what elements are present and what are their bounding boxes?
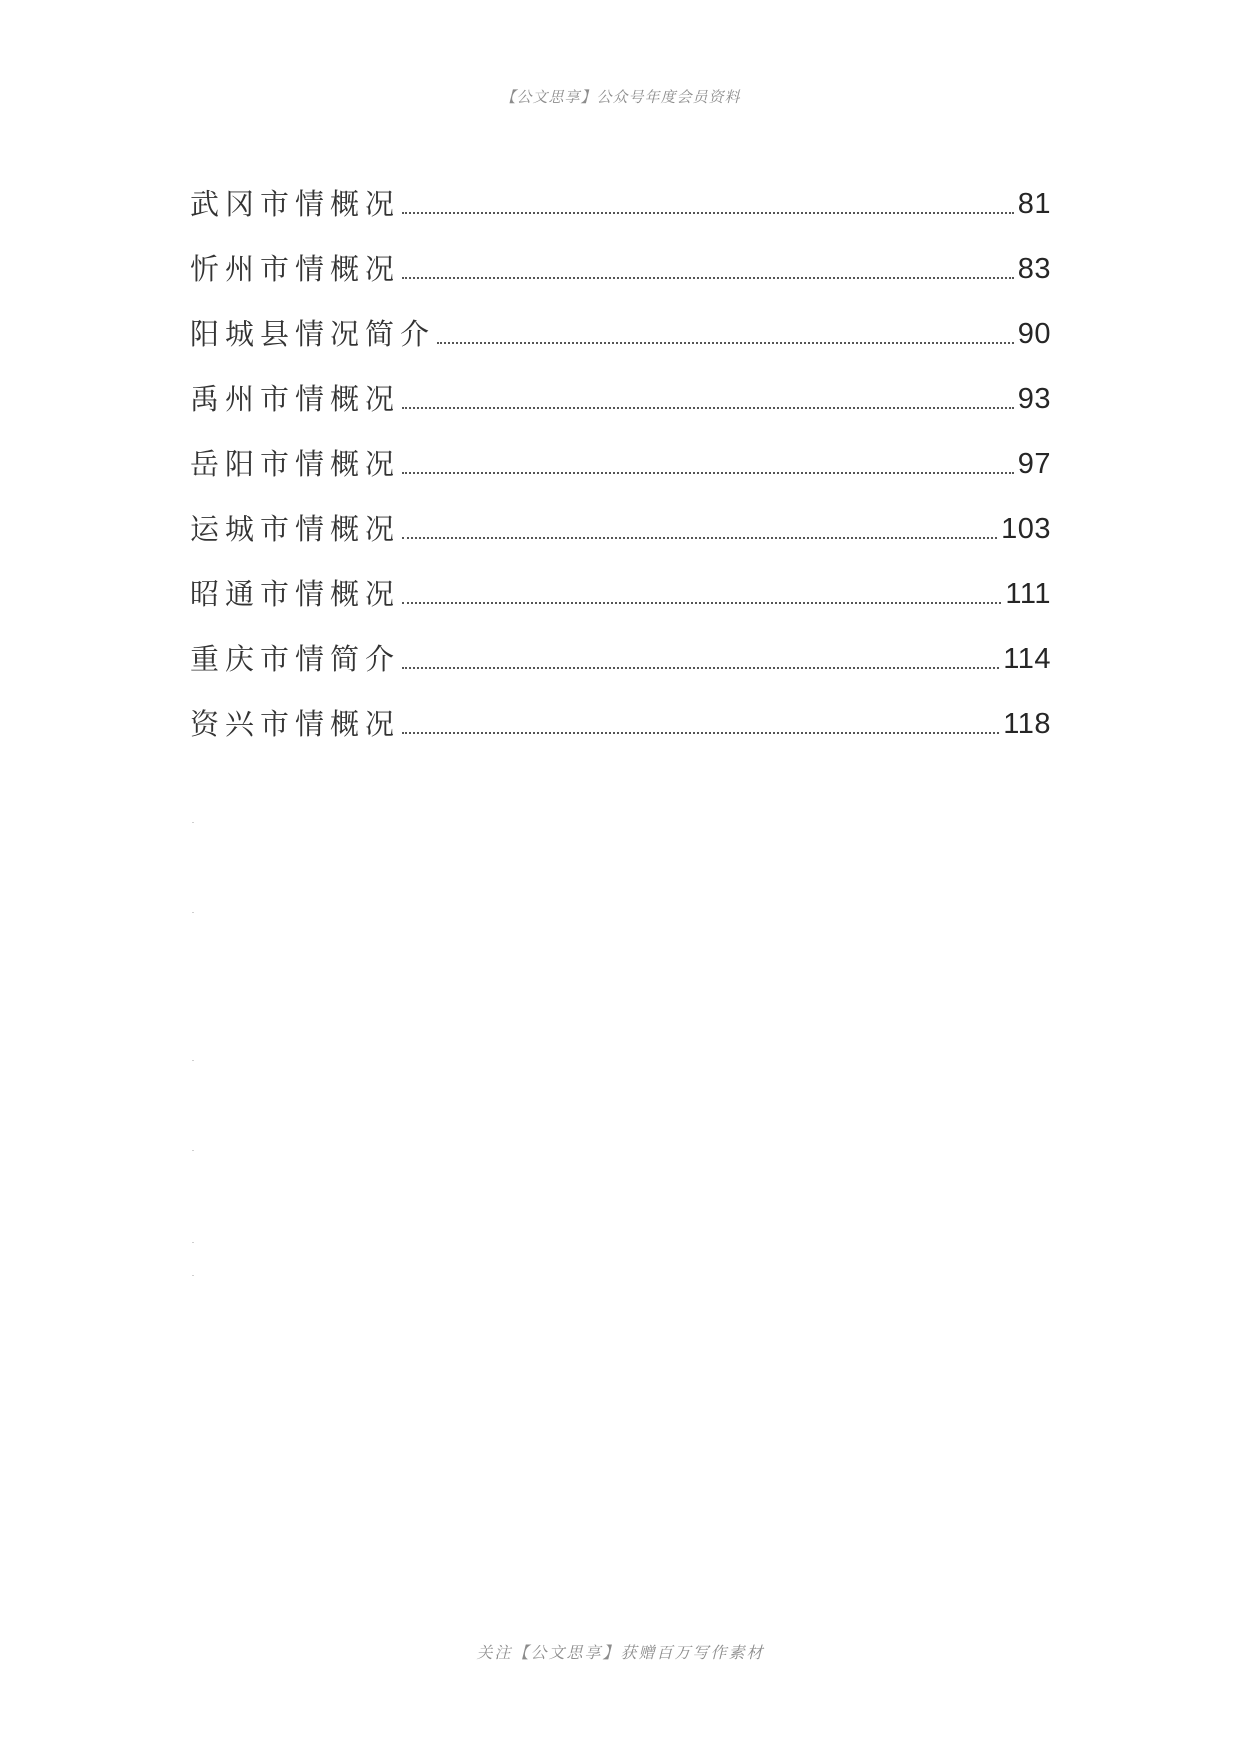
toc-entry[interactable] xyxy=(190,674,1051,739)
toc-entry-title: 忻州市情概况 xyxy=(190,252,401,286)
toc-entry-title: 禹州市情概况 xyxy=(190,382,401,416)
toc-entry-title: 昭通市情概况 xyxy=(190,577,401,611)
toc-entry-title: 资兴市情概况 xyxy=(190,707,401,741)
toc-leader-dots xyxy=(437,342,1014,344)
toc-entry[interactable] xyxy=(190,479,1051,544)
toc-entry-page-number: 93 xyxy=(1017,383,1051,415)
table-of-contents xyxy=(190,154,1051,739)
toc-leader-dots xyxy=(402,472,1014,474)
toc-leader-dots xyxy=(402,667,999,669)
toc-entry-title: 岳阳市情概况 xyxy=(190,447,401,481)
paragraph-mark xyxy=(192,912,194,913)
toc-leader-dots xyxy=(402,537,997,539)
toc-entry-page-number: 114 xyxy=(1003,643,1051,675)
toc-leader-dots xyxy=(402,277,1014,279)
toc-entry-page-number: 90 xyxy=(1017,318,1051,350)
toc-entry-title: 武冈市情概况 xyxy=(190,187,401,221)
toc-entry[interactable] xyxy=(190,219,1051,284)
toc-entry-page-number: 81 xyxy=(1017,188,1051,220)
paragraph-mark xyxy=(192,1060,194,1061)
toc-entry[interactable] xyxy=(190,544,1051,609)
toc-leader-dots xyxy=(402,407,1014,409)
toc-leader-dots xyxy=(402,212,1014,214)
toc-entry-page-number: 97 xyxy=(1017,448,1051,480)
toc-entry-page-number: 118 xyxy=(1003,708,1051,740)
toc-entry[interactable] xyxy=(190,414,1051,479)
toc-entry[interactable] xyxy=(190,349,1051,414)
toc-entry-page-number: 111 xyxy=(1005,578,1051,610)
toc-entry-title: 重庆市情简介 xyxy=(190,642,401,676)
paragraph-mark xyxy=(192,1150,194,1151)
toc-entry-page-number: 83 xyxy=(1017,253,1051,285)
paragraph-mark xyxy=(192,822,194,823)
toc-leader-dots xyxy=(402,602,1001,604)
toc-entry[interactable] xyxy=(190,609,1051,674)
paragraph-mark xyxy=(192,1275,194,1276)
toc-entry[interactable] xyxy=(190,284,1051,349)
toc-entry[interactable] xyxy=(190,154,1051,219)
page-footer: 关注【公文思享】获赠百万写作素材 xyxy=(476,1643,765,1662)
toc-entry-title: 阳城县情况简介 xyxy=(190,317,436,351)
paragraph-mark xyxy=(192,1242,194,1243)
page-header: 【公文思享】公众号年度会员资料 xyxy=(500,88,741,106)
empty-paragraph-marks xyxy=(192,0,196,1754)
toc-entry-title: 运城市情概况 xyxy=(190,512,401,546)
toc-entry-page-number: 103 xyxy=(1001,513,1051,545)
toc-leader-dots xyxy=(402,732,999,734)
